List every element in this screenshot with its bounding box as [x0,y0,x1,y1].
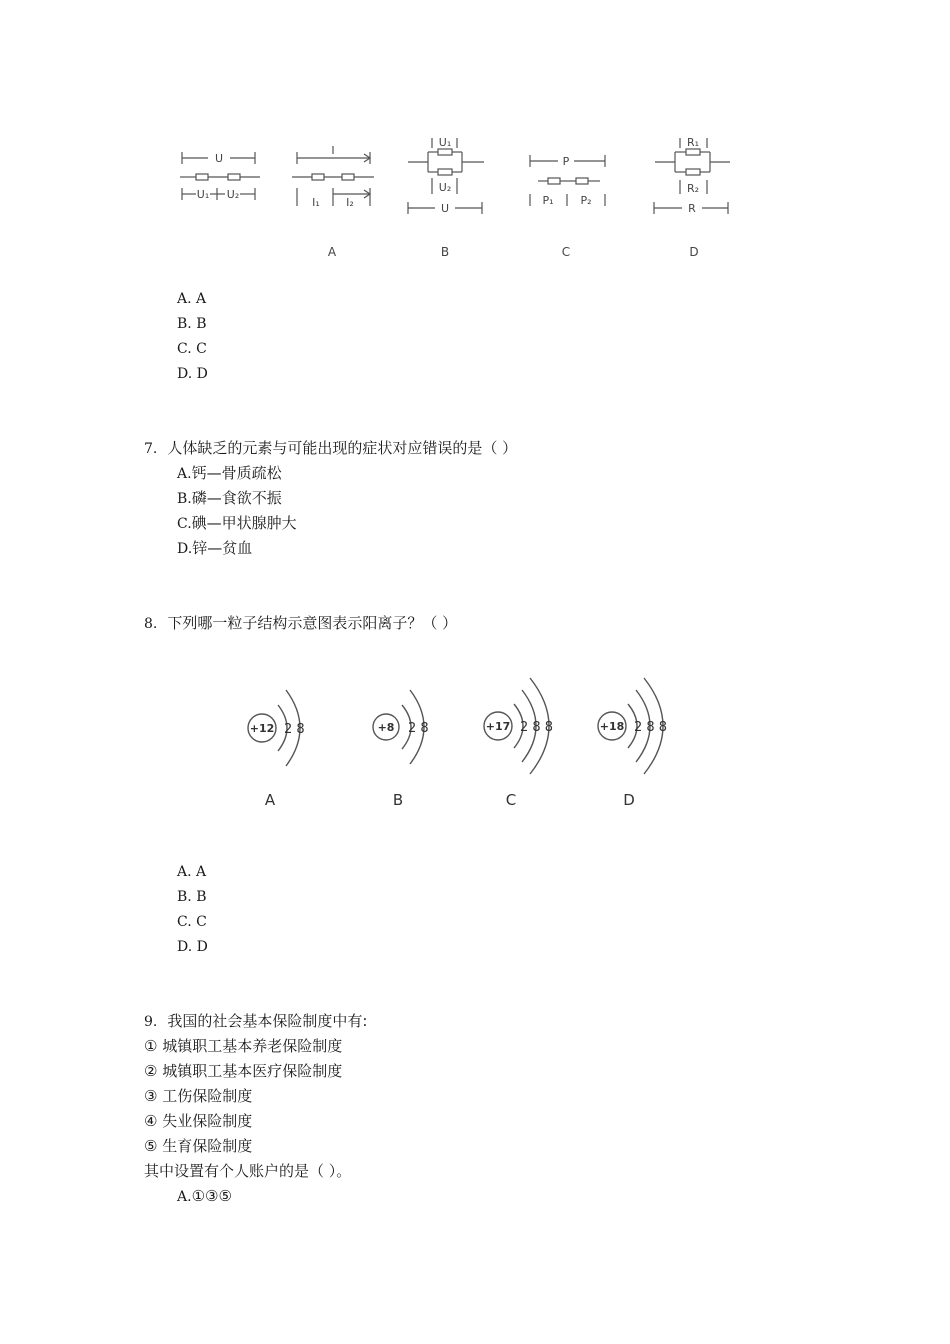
label-i: I [331,144,335,157]
q7-option-c[interactable]: C.碘—甲状腺肿大 [177,514,297,532]
label-u: U [214,152,224,165]
figure-label-c: C [561,245,571,259]
figure-label-a: A [327,245,337,259]
q9-item-4: ④ 失业保险制度 [144,1112,253,1130]
q6-option-d[interactable]: D. D [177,366,208,382]
atom-label-d: D [623,791,635,809]
circuit-figure [170,130,750,230]
label-r2: R₂ [686,182,700,195]
figure-label-b: B [440,245,450,259]
q7-option-b[interactable]: B.磷—食欲不振 [177,489,282,507]
q9-stem: 9. 我国的社会基本保险制度中有: [144,1012,368,1030]
q9-item-2: ② 城镇职工基本医疗保险制度 [144,1062,343,1080]
atom-b-shells: 2 8 [408,721,429,736]
label-i1: I₁ [312,196,320,209]
figure-label-d: D [689,245,699,259]
label-b-u2: U₂ [438,181,452,194]
atom-label-a: A [264,791,276,809]
atom-a-shells: 2 8 [284,722,305,737]
atom-c-nucleus: +17 [485,720,511,733]
diagram-a [292,152,374,206]
atom-label-b: B [392,791,404,809]
label-b-u: U [440,202,450,215]
atom-b-nucleus: +8 [377,721,395,734]
label-p1: P₁ [542,194,554,207]
label-r1: R₁ [686,136,700,149]
label-i2: I₂ [346,196,354,209]
q8-option-b[interactable]: B. B [177,889,207,905]
q8-option-d[interactable]: D. D [177,939,208,955]
atom-label-c: C [505,791,517,809]
atom-c-shells: 2 8 8 [520,720,554,735]
q8-stem: 8. 下列哪一粒子结构示意图表示阳离子？（ ） [144,614,458,632]
q6-option-a[interactable]: A. A [177,291,207,307]
q9-question: 其中设置有个人账户的是（ ）。 [144,1162,352,1180]
q9-item-5: ⑤ 生育保险制度 [144,1137,253,1155]
label-p: P [562,155,570,168]
label-p2: P₂ [580,194,592,207]
q9-item-3: ③ 工伤保险制度 [144,1087,253,1105]
q7-stem: 7. 人体缺乏的元素与可能出现的症状对应错误的是（ ） [144,439,518,457]
q6-option-b[interactable]: B. B [177,316,207,332]
atom-d-nucleus: +18 [599,720,625,733]
atom-d-shells: 2 8 8 [634,720,668,735]
label-u1: U₁ [196,188,210,201]
label-b-u1: U₁ [438,136,452,149]
q8-option-a[interactable]: A. A [177,864,207,880]
q8-option-c[interactable]: C. C [177,914,207,930]
label-u2: U₂ [226,188,240,201]
q7-option-d[interactable]: D.锌—贫血 [177,539,253,557]
q7-option-a[interactable]: A.钙—骨质疏松 [177,464,282,482]
q9-item-1: ① 城镇职工基本养老保险制度 [144,1037,343,1055]
label-r: R [688,202,696,215]
atom-a-nucleus: +12 [249,722,275,735]
atom-structure-figure [230,670,690,785]
q9-option-a[interactable]: A.①③⑤ [177,1187,232,1205]
q6-option-c[interactable]: C. C [177,341,207,357]
